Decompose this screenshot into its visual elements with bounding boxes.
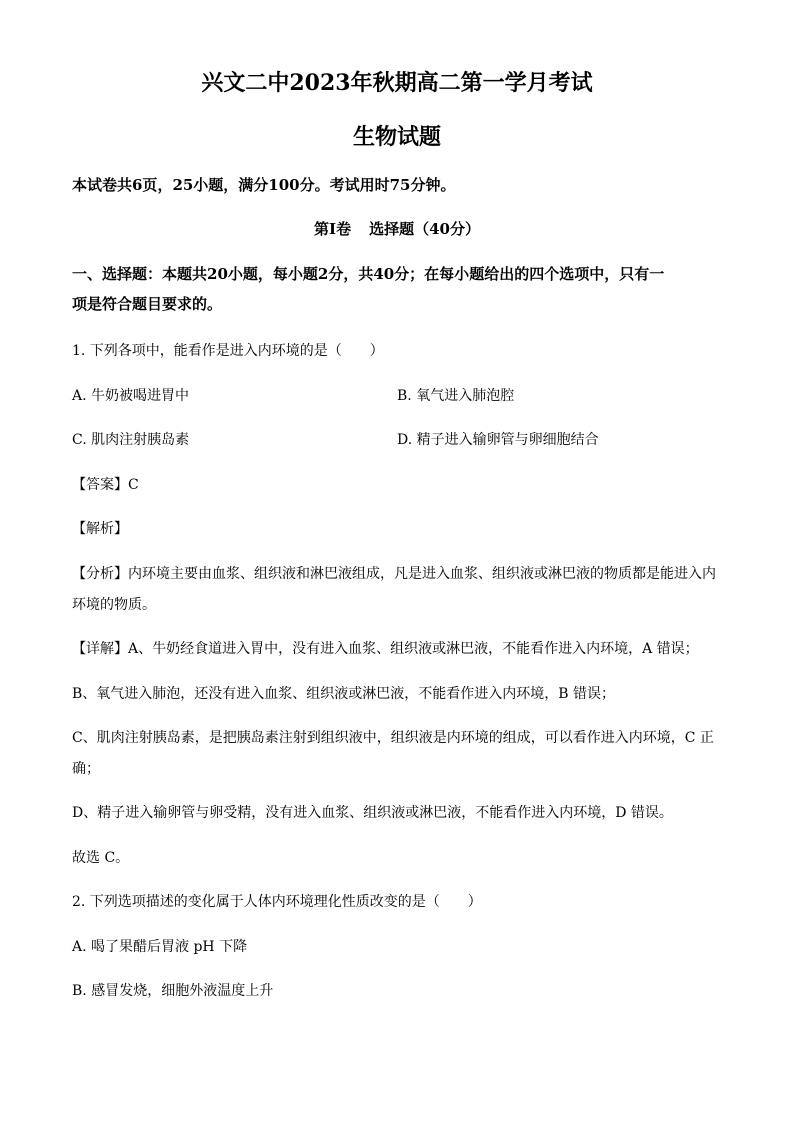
question-1-detail-c-line1: C、肌肉注射胰岛素，是把胰岛素注射到组织液中，组织液是内环境的组成，可以看作进入内环境，C 正 xyxy=(72,730,714,746)
question-1-detail-c-line2: 确； xyxy=(72,761,100,777)
question-2-stem: 2. 下列选项描述的变化属于人体内环境理化性质改变的是（ ） xyxy=(72,894,482,910)
section-title-part2: 选择题（40分） xyxy=(369,220,480,238)
question-1-option-d: D. 精子进入输卵管与卵细胞结合 xyxy=(397,432,599,448)
subject-title: 生物试题 xyxy=(352,124,441,150)
question-1-option-a: A. 牛奶被喝进胃中 xyxy=(72,388,190,404)
question-1-option-b: B. 氧气进入肺泡腔 xyxy=(397,388,515,404)
section-instruction-line1: 一、选择题：本题共20小题，每小题2分，共40分；在每小题给出的四个选项中，只有一 xyxy=(72,265,665,283)
question-2-option-a: A. 喝了果醋后胃液 pH 下降 xyxy=(72,939,248,955)
exam-title: 兴文二中2023年秋期高二第一学月考试 xyxy=(201,70,593,96)
question-1-analysis-line1: 【分析】内环境主要由血浆、组织液和淋巴液组成，凡是进入血浆、组织液或淋巴液的物质都是能进入内 xyxy=(72,566,716,582)
question-1-analysis-line2: 环境的物质。 xyxy=(72,597,156,613)
question-1-detail-a: 【详解】A、牛奶经食道进入胃中，没有进入血浆、组织液或淋巴液，不能看作进入内环境，A 错误； xyxy=(72,641,699,657)
exam-info: 本试卷共6页，25小题，满分100分。考试用时75分钟。 xyxy=(72,176,456,194)
section-title-part1: 第Ⅰ卷 xyxy=(314,220,352,238)
question-2-option-b: B. 感冒发烧，细胞外液温度上升 xyxy=(72,983,274,999)
section-title xyxy=(0,222,794,237)
question-1-option-c: C. 肌肉注射胰岛素 xyxy=(72,432,190,448)
question-1-conclusion: 故选 C。 xyxy=(72,850,130,866)
question-1-stem: 1. 下列各项中，能看作是进入内环境的是（ ） xyxy=(72,343,384,359)
question-1-detail-d: D、精子进入输卵管与卵受精，没有进入血浆、组织液或淋巴液，不能看作进入内环境，D 错误。 xyxy=(72,805,673,821)
question-1-detail-b: B、氧气进入肺泡，还没有进入血浆、组织液或淋巴液，不能看作进入内环境，B 错误； xyxy=(72,686,616,702)
question-1-analysis-label: 【解析】 xyxy=(72,521,128,537)
question-1-answer: 【答案】C xyxy=(72,477,139,493)
section-instruction-line2: 项是符合题目要求的。 xyxy=(72,295,223,313)
